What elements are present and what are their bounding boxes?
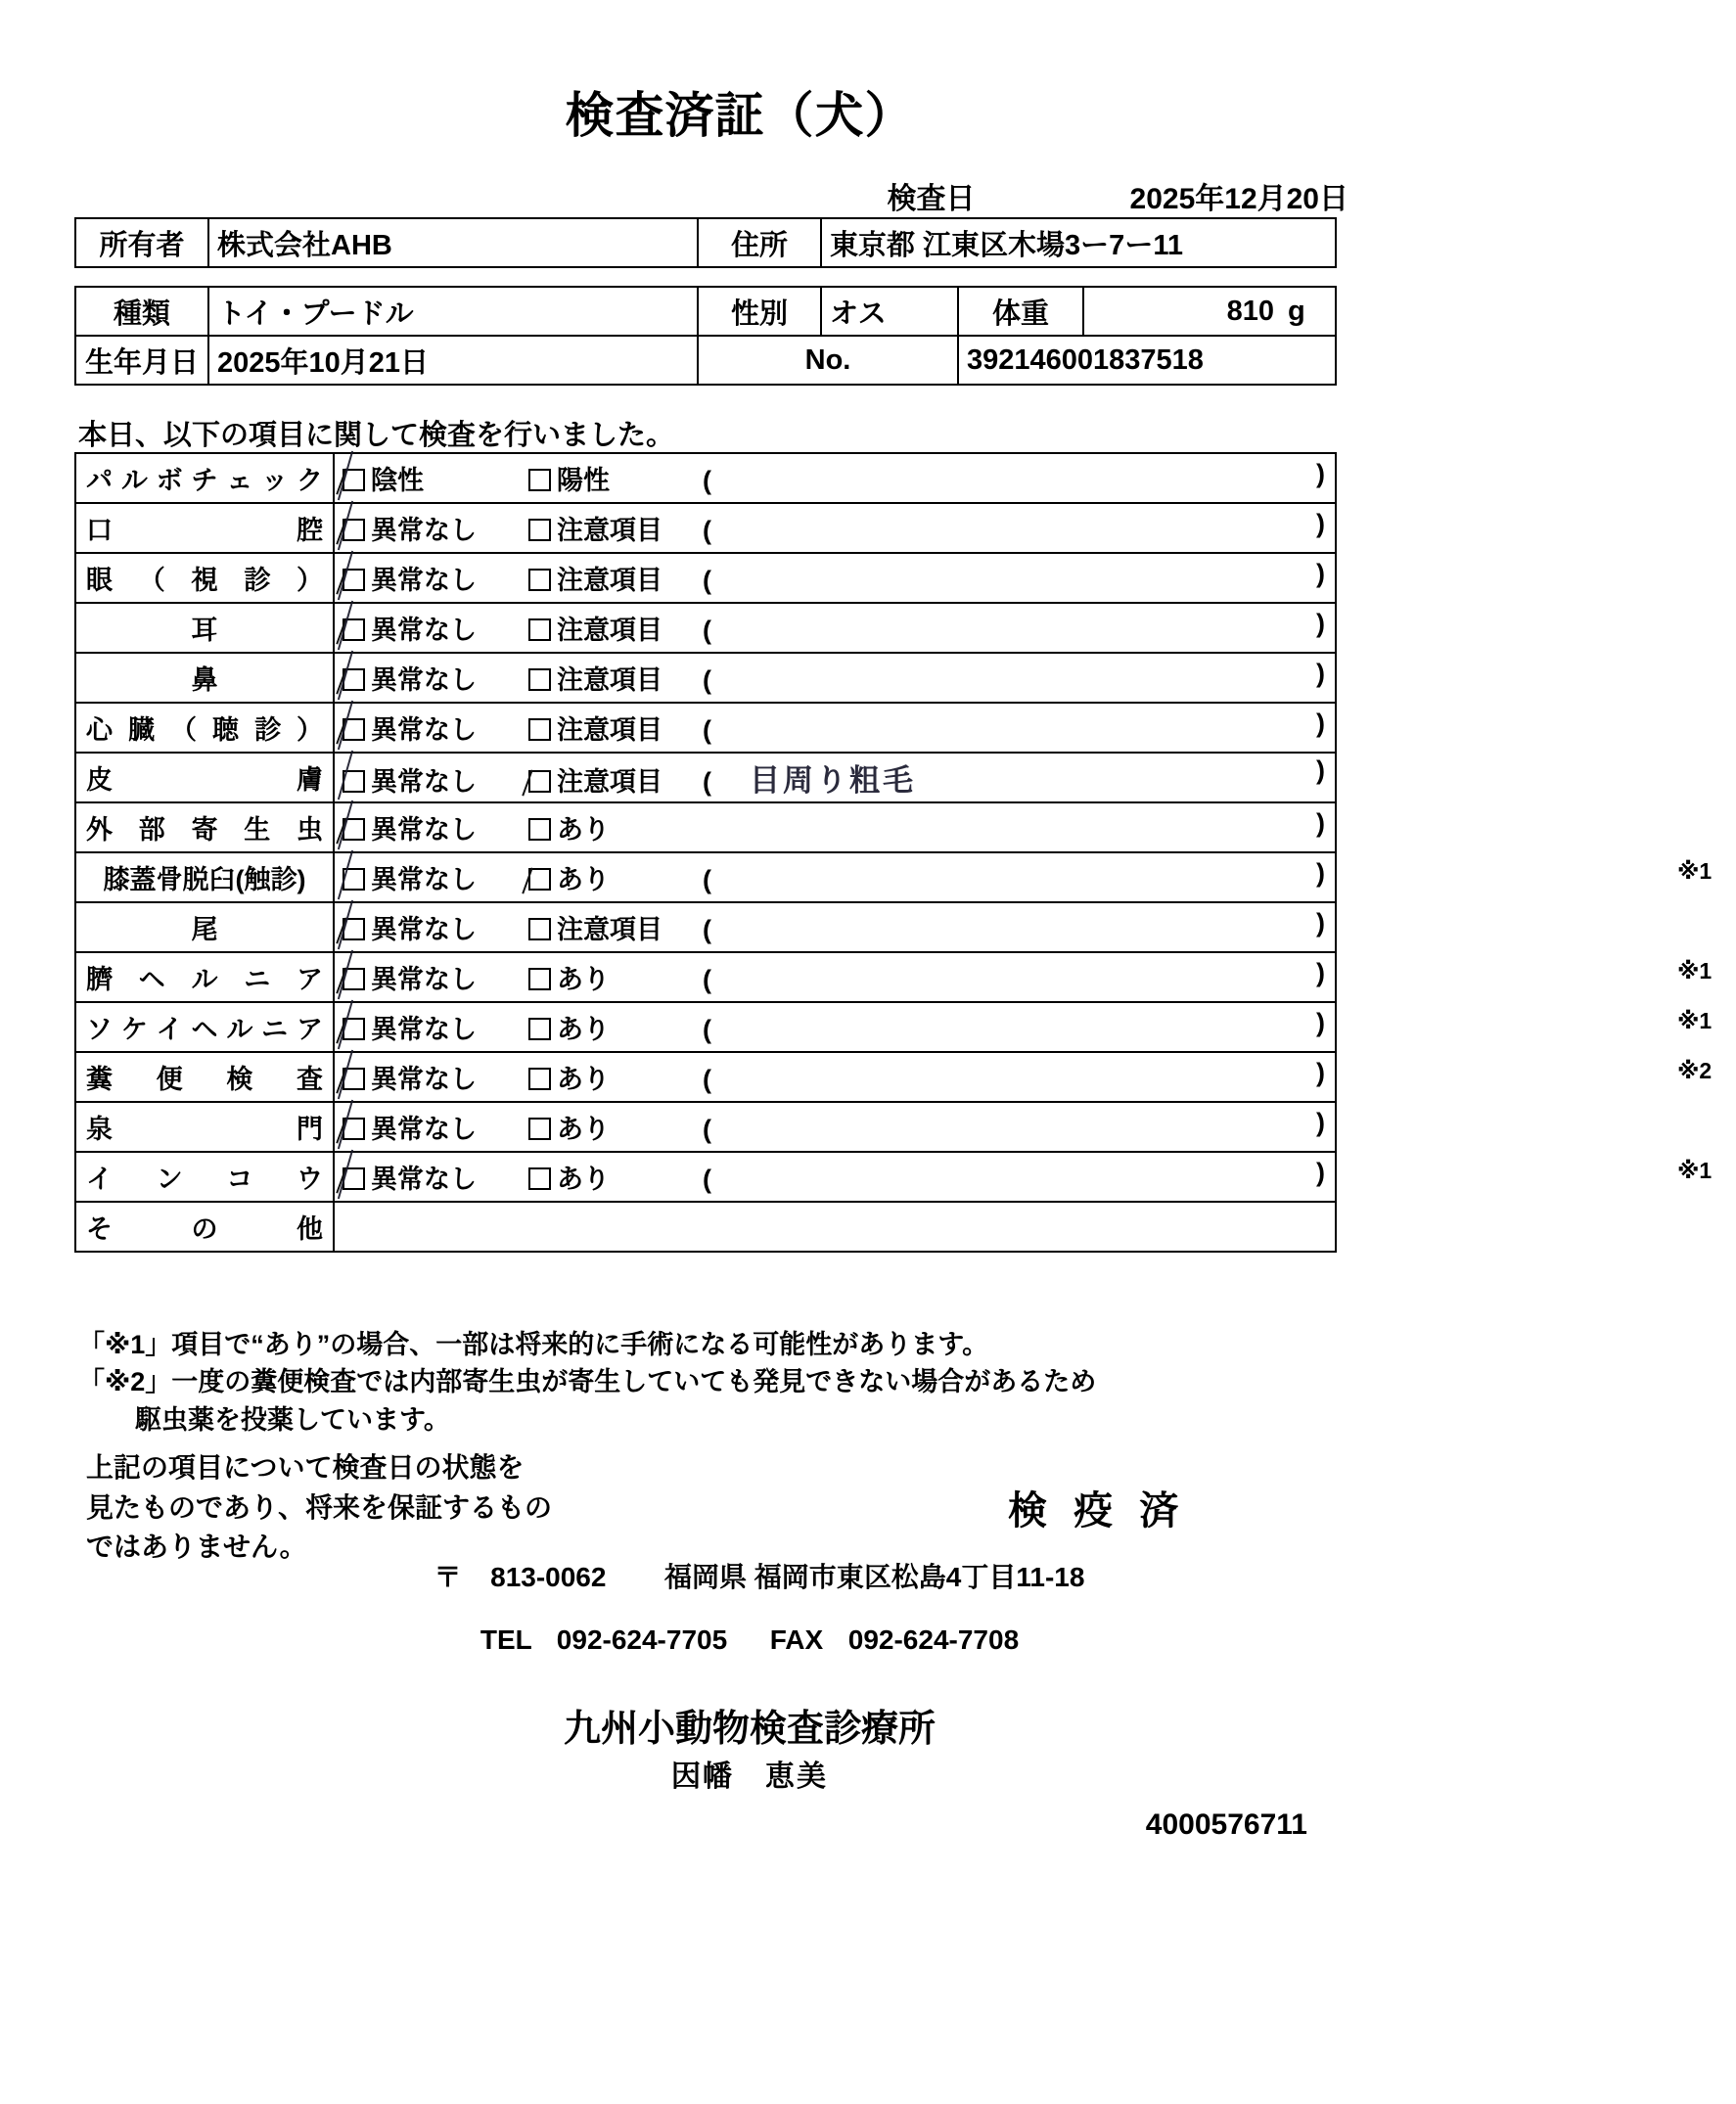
weight-value: 810 xyxy=(1226,295,1274,327)
checklist-row xyxy=(75,753,1336,802)
checklist-options xyxy=(334,802,1336,852)
checklist-option-1[interactable] xyxy=(343,858,528,896)
checklist-item-label: 外 部 寄 生 虫 xyxy=(75,802,334,852)
checklist-option-2-label: 注意項目 xyxy=(557,665,662,695)
checklist-option-1[interactable] xyxy=(343,1158,528,1196)
checklist-note-marker: ※1 xyxy=(1677,958,1713,983)
checklist-row xyxy=(75,1102,1336,1152)
footnote-2-cont: 駆虫薬を投薬しています。 xyxy=(135,1404,450,1435)
remark-paren-open: ( xyxy=(703,715,711,745)
footnotes xyxy=(78,1326,1096,1439)
checklist-option-1-label: 異常なし xyxy=(371,965,477,994)
checklist-options xyxy=(334,852,1713,902)
checklist-option-2[interactable] xyxy=(528,958,703,996)
remark-paren-close: ) xyxy=(1316,1108,1325,1137)
owner-value: 株式会社AHB xyxy=(208,218,698,267)
inspection-date-label: 検査日 xyxy=(887,183,976,215)
clinic-postal-code: 813-0062 xyxy=(490,1562,607,1592)
checklist-option-1-label: 異常なし xyxy=(371,616,477,645)
checklist-option-2-label: あり xyxy=(557,865,610,894)
checklist-options xyxy=(334,1152,1713,1202)
checklist-option-2[interactable] xyxy=(528,459,703,497)
checklist-option-1[interactable] xyxy=(343,509,528,547)
checkbox-icon[interactable] xyxy=(528,770,551,793)
table-row xyxy=(75,336,1336,385)
owner-label: 所有者 xyxy=(75,218,208,267)
remark-paren-open: ( xyxy=(703,1165,711,1194)
checklist-row xyxy=(75,453,1336,503)
checklist-option-1-label: 異常なし xyxy=(371,915,477,944)
checkbox-icon[interactable] xyxy=(528,1068,551,1090)
disclaimer-line-3: ではありません。 xyxy=(86,1532,307,1563)
checklist-option-2-label: 注意項目 xyxy=(557,516,662,545)
checkbox-icon[interactable] xyxy=(528,668,551,691)
checklist-item-label: そ の 他 xyxy=(75,1202,334,1252)
remark-paren-open: ( xyxy=(703,965,711,994)
checklist-option-2-label: あり xyxy=(557,1065,610,1094)
checklist-item-label: 眼 （ 視 診 ） xyxy=(75,553,334,603)
remark-paren-open: ( xyxy=(703,1115,711,1144)
remark-paren-close: ) xyxy=(1316,609,1325,638)
checklist-option-2-label: あり xyxy=(557,1015,610,1044)
checklist-note-marker: ※1 xyxy=(1677,1008,1713,1033)
checklist-option-2[interactable] xyxy=(528,509,703,547)
address-label: 住所 xyxy=(698,218,821,267)
checklist-option-1-label: 異常なし xyxy=(371,1165,477,1194)
clinic-tel: 092-624-7705 xyxy=(556,1624,728,1655)
checklist-option-2[interactable] xyxy=(528,908,703,946)
checklist-row xyxy=(75,653,1336,703)
checklist-option-2-label: 注意項目 xyxy=(557,616,662,645)
checkbox-icon[interactable] xyxy=(528,618,551,641)
checklist-option-1-label: 異常なし xyxy=(371,665,477,695)
checklist-option-1-label: 異常なし xyxy=(371,1015,477,1044)
remark-paren-close: ) xyxy=(1316,908,1325,938)
checklist-options xyxy=(334,1052,1713,1102)
checklist-option-1[interactable] xyxy=(343,1108,528,1146)
checklist-note-marker: ※1 xyxy=(1677,1158,1713,1183)
weight-cell xyxy=(1083,287,1336,336)
checkbox-icon[interactable] xyxy=(528,718,551,741)
checkbox-icon[interactable] xyxy=(528,519,551,541)
checklist-option-2[interactable] xyxy=(528,808,703,846)
remark-paren-close: ) xyxy=(1316,1058,1325,1087)
checkbox-icon[interactable] xyxy=(528,968,551,990)
disclaimer-line-1: 上記の項目について検査日の状態を xyxy=(86,1452,525,1483)
checklist-option-2-label: 注意項目 xyxy=(557,566,662,595)
remark-paren-close: ) xyxy=(1316,559,1325,588)
checklist-option-1[interactable] xyxy=(343,709,528,747)
checklist-option-1-label: 異常なし xyxy=(371,815,477,845)
clinic-person-name: 因幡 恵美 xyxy=(671,1761,828,1793)
table-row xyxy=(75,218,1336,267)
remark-paren-open: ( xyxy=(703,767,711,797)
clinic-address: 福岡県 福岡市東区松島4丁目11-18 xyxy=(664,1562,1085,1592)
clinic-contact-line xyxy=(0,1624,1480,1656)
checklist-item-label: 口 腔 xyxy=(75,503,334,553)
checkbox-icon[interactable] xyxy=(528,469,551,491)
clinic-name: 九州小動物検査診療所 xyxy=(563,1709,936,1750)
checklist-option-1-label: 陰性 xyxy=(371,466,424,495)
checklist-option-1[interactable] xyxy=(343,559,528,597)
checklist-option-2-label: あり xyxy=(557,965,610,994)
checklist-option-1[interactable] xyxy=(343,459,528,497)
checklist-options xyxy=(334,603,1336,653)
checklist-option-2[interactable] xyxy=(528,709,703,747)
checklist-option-1-label: 異常なし xyxy=(371,516,477,545)
checklist-option-1[interactable] xyxy=(343,609,528,647)
remark-paren-close: ) xyxy=(1316,958,1325,987)
checklist-item-label: 耳 xyxy=(75,603,334,653)
remark-paren-close: ) xyxy=(1316,659,1325,688)
checklist-options xyxy=(334,453,1336,503)
checklist-option-1[interactable] xyxy=(343,1058,528,1096)
remark-paren-open: ( xyxy=(703,665,711,695)
breed-label: 種類 xyxy=(75,287,208,336)
sex-label: 性別 xyxy=(698,287,821,336)
remark-paren-open: ( xyxy=(703,466,711,495)
checklist-option-2[interactable] xyxy=(528,609,703,647)
remark-paren-close: ) xyxy=(1316,709,1325,738)
remark-paren-open: ( xyxy=(703,915,711,944)
checkbox-icon[interactable] xyxy=(528,569,551,591)
checklist-options xyxy=(334,503,1336,553)
quarantine-stamp: 検 疫 済 xyxy=(1008,1489,1187,1532)
remark-paren-open: ( xyxy=(703,865,711,894)
checklist-item-label: 泉 門 xyxy=(75,1102,334,1152)
registration-no-value: 392146001837518 xyxy=(958,336,1336,385)
checklist-option-2-label: 注意項目 xyxy=(557,915,662,944)
checklist-option-1-label: 異常なし xyxy=(371,1065,477,1094)
serial-number: 4000576711 xyxy=(1145,1808,1307,1841)
animal-info-table xyxy=(74,286,1337,386)
remark-paren-open: ( xyxy=(703,516,711,545)
checklist-options xyxy=(334,902,1336,952)
checklist-item-label: 糞 便 検 査 xyxy=(75,1052,334,1102)
tel-label: TEL xyxy=(480,1624,532,1655)
remark-paren-close: ) xyxy=(1316,755,1325,785)
remark-paren-close: ) xyxy=(1316,1008,1325,1037)
checkbox-icon[interactable] xyxy=(528,918,551,940)
inspection-statement: 本日、以下の項目に関して検査を行いました。 xyxy=(78,420,675,451)
checklist-options xyxy=(334,1102,1336,1152)
checklist-options xyxy=(334,703,1336,753)
checklist-options xyxy=(334,553,1336,603)
remark-paren-open: ( xyxy=(703,616,711,645)
checklist-option-2-label: あり xyxy=(557,815,610,845)
checklist-row xyxy=(75,1052,1336,1102)
checklist-option-1[interactable] xyxy=(343,908,528,946)
checkbox-icon[interactable] xyxy=(528,868,551,891)
checklist-options xyxy=(334,1002,1713,1052)
checklist-item-label: イ ン コ ウ xyxy=(75,1152,334,1202)
remark-paren-close: ) xyxy=(1316,808,1325,838)
checklist-option-2-label: あり xyxy=(557,1115,610,1144)
checklist-option-2[interactable] xyxy=(528,760,703,799)
checklist-options xyxy=(334,753,1336,802)
checklist-option-2[interactable] xyxy=(528,1158,703,1196)
clinic-address-line xyxy=(0,1556,1480,1595)
checklist-option-1-label: 異常なし xyxy=(371,865,477,894)
inspection-date-value: 2025年12月20日 xyxy=(1129,183,1348,215)
checkbox-icon[interactable] xyxy=(528,818,551,841)
remark-paren-close: ) xyxy=(1316,1158,1325,1187)
inspection-date-row xyxy=(0,174,1348,217)
weight-unit: g xyxy=(1288,295,1305,327)
checklist-option-1[interactable] xyxy=(343,659,528,697)
checklist-row xyxy=(75,1002,1336,1052)
checklist-option-2[interactable] xyxy=(528,858,703,896)
checkbox-icon[interactable] xyxy=(528,1167,551,1190)
checklist-option-1[interactable] xyxy=(343,760,528,799)
table-row xyxy=(75,287,1336,336)
checkbox-icon[interactable] xyxy=(528,1118,551,1140)
checklist-row xyxy=(75,503,1336,553)
checklist-option-2-label: 注意項目 xyxy=(557,767,662,797)
birth-value: 2025年10月21日 xyxy=(208,336,698,385)
sex-value: オス xyxy=(821,287,958,336)
birth-label: 生年月日 xyxy=(75,336,208,385)
remark-paren-close: ) xyxy=(1316,858,1325,888)
checklist-row xyxy=(75,603,1336,653)
checklist-item-label: 臍 ヘ ル ニ ア xyxy=(75,952,334,1002)
remark-paren-open: ( xyxy=(703,1015,711,1044)
checklist-item-label: 膝蓋骨脱臼(触診) xyxy=(75,852,334,902)
checklist-row xyxy=(75,802,1336,852)
remark-paren-close: ) xyxy=(1316,459,1325,488)
checklist-row xyxy=(75,703,1336,753)
handwritten-remark: 目周り粗毛 xyxy=(750,763,916,799)
weight-label: 体重 xyxy=(958,287,1083,336)
fax-label: FAX xyxy=(769,1624,824,1655)
inspection-checklist-table xyxy=(74,452,1713,1253)
remark-paren-close: ) xyxy=(1316,509,1325,538)
checklist-option-2[interactable] xyxy=(528,1108,703,1146)
checklist-option-1-label: 異常なし xyxy=(371,767,477,797)
checklist-options xyxy=(334,1202,1336,1252)
checklist-option-2-label: 注意項目 xyxy=(557,715,662,745)
checklist-row xyxy=(75,852,1336,902)
checklist-row xyxy=(75,553,1336,603)
checklist-options xyxy=(334,653,1336,703)
checklist-note-marker: ※2 xyxy=(1677,1058,1713,1083)
checklist-row xyxy=(75,952,1336,1002)
checklist-option-2-label: 陽性 xyxy=(557,466,610,495)
clinic-fax: 092-624-7708 xyxy=(847,1624,1020,1655)
checklist-option-2[interactable] xyxy=(528,1058,703,1096)
checklist-option-1-label: 異常なし xyxy=(371,1115,477,1144)
remark-paren-open: ( xyxy=(703,1065,711,1094)
address-value: 東京都 江東区木場3ー7ー11 xyxy=(821,218,1336,267)
disclaimer xyxy=(86,1448,552,1568)
checklist-item-label: パ ル ボ チ ェ ッ ク xyxy=(75,453,334,503)
checklist-option-2[interactable] xyxy=(528,1008,703,1046)
footnote-1: 「※1」項目で“あり”の場合、一部は将来的に手術になる可能性があります。 xyxy=(78,1330,989,1359)
checklist-option-2-label: あり xyxy=(557,1165,610,1194)
checklist-item-label: 心 臓 （ 聴 診 ） xyxy=(75,703,334,753)
checklist-note-marker: ※1 xyxy=(1677,858,1713,884)
checklist-row xyxy=(75,1152,1336,1202)
checklist-item-label: 皮 膚 xyxy=(75,753,334,802)
checklist-item-label: 鼻 xyxy=(75,653,334,703)
checkbox-icon[interactable] xyxy=(528,1018,551,1040)
checklist-option-2[interactable] xyxy=(528,559,703,597)
checklist-option-1[interactable] xyxy=(343,1008,528,1046)
checklist-row xyxy=(75,1202,1336,1252)
checklist-option-1-label: 異常なし xyxy=(371,566,477,595)
owner-table xyxy=(74,217,1337,268)
checklist-option-2[interactable] xyxy=(528,659,703,697)
breed-value: トイ・プードル xyxy=(208,287,698,336)
remark-paren-open: ( xyxy=(703,566,711,595)
registration-no-label: No. xyxy=(698,336,958,385)
page-title: 検査済証（犬） xyxy=(565,88,915,143)
checklist-item-label: 尾 xyxy=(75,902,334,952)
checklist-options xyxy=(334,952,1713,1002)
checklist-row xyxy=(75,902,1336,952)
checklist-item-label: ソ ケ イ ヘ ル ニ ア xyxy=(75,1002,334,1052)
checklist-option-1[interactable] xyxy=(343,808,528,846)
checklist-option-1-label: 異常なし xyxy=(371,715,477,745)
disclaimer-line-2: 見たものであり、将来を保証するもの xyxy=(86,1491,553,1523)
postal-mark-icon: 〒 xyxy=(434,1562,462,1592)
footnote-2: 「※2」一度の糞便検査では内部寄生虫が寄生していても発見できない場合があるため xyxy=(78,1367,1097,1397)
checklist-option-1[interactable] xyxy=(343,958,528,996)
